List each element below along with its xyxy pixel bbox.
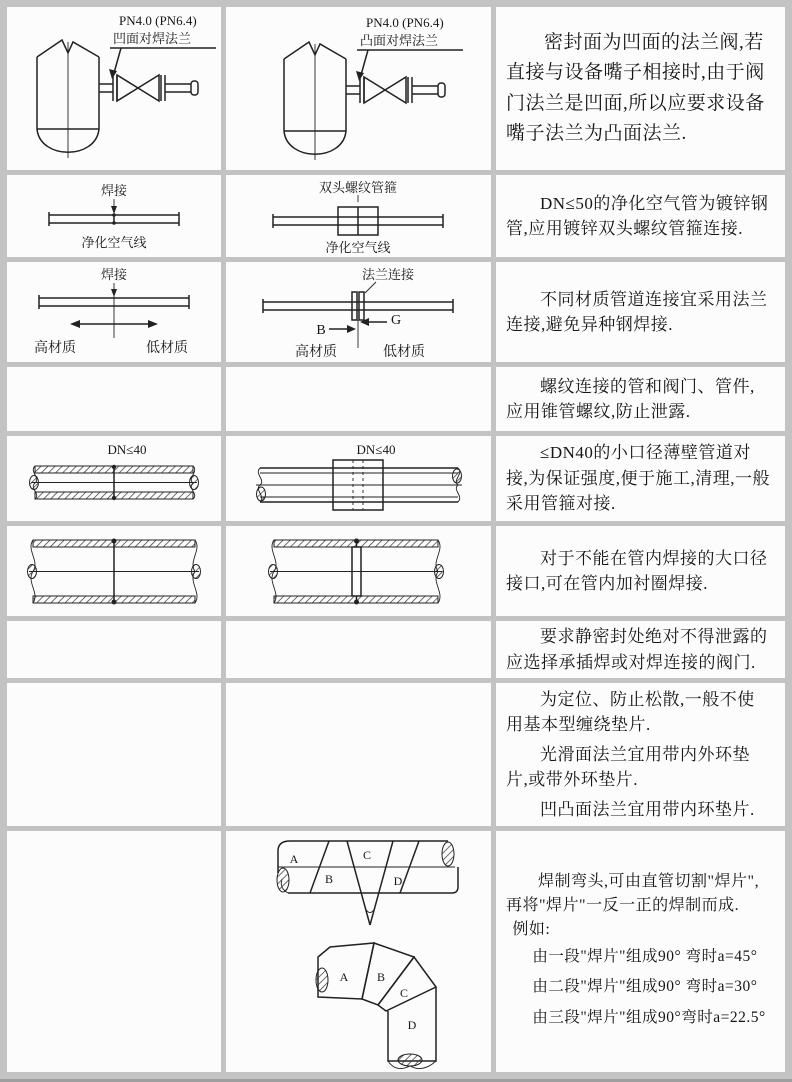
vessel [284,42,346,160]
cell-r9-note [496,831,785,1072]
cell-r3-note [496,262,785,362]
note-text: 不同材质管道连接宜采用法兰连接,避免异种钢焊接. [506,289,768,334]
cell-r9-elbow-segments [226,831,491,1072]
pn-rating-label: PN4.0 (PN6.4) [119,13,197,28]
left-arrow-icon [70,320,80,328]
cell-r2-welded-air-line [7,175,221,257]
dissimilar-material-weld-drawing [7,262,221,362]
small-pipe-butt-joint-drawing [7,436,221,521]
b-dimension-label: B [316,323,326,338]
weld-label: 焊接 [100,183,128,198]
cell-r6-large-pipe-butt [7,526,221,616]
cell-r4-note [496,367,785,431]
cell-r8-note [496,683,785,826]
high-material-label: 高材质 [34,341,76,356]
cell-r3-dissimilar-weld [7,262,221,362]
cell-r7-note [496,621,785,678]
down-arrow-icon [111,289,117,297]
segment-d-label: D [393,873,403,888]
note-text: DN≤50的净化空气管为镀锌钢管,应用镀锌双头螺纹管箍连接. [506,193,769,238]
note-text: 对于不能在管内焊接的大口径接口,可在管内加衬圈焊接. [506,548,768,593]
cell-r6-large-pipe-backing-ring [226,526,491,616]
example-heading: 例如: [512,921,551,939]
note-text: ≤DN40的小口径薄壁管道对接,为保证强度,便于施工,清理,一般采用管箍对接. [506,443,770,514]
low-material-label: 低材质 [146,341,188,356]
cell-r1-note [496,7,785,170]
weld-label: 焊接 [100,267,128,282]
cell-r1-vessel-concave [7,7,221,170]
large-pipe-backing-ring-drawing [226,526,491,616]
vessel [37,40,99,158]
low-material-label: 低材质 [383,345,425,360]
elbow-d-label: D [407,1017,417,1032]
note-text: 螺纹连接的管和阀门、管件,应用锥管螺纹,防止泄露. [506,376,755,421]
vessel-valve-drawing-concave [7,7,221,170]
cell-r9-empty-left [7,831,221,1072]
elbow-b-label: B [376,969,386,984]
example-line: 由三段"焊片"组成90°弯时a=22.5° [532,1008,766,1026]
elbow-c-label: C [399,985,409,1000]
note-text: 光滑面法兰宜用带内外环垫片,或带外环垫片. [506,744,750,790]
segment-a-label: A [289,851,299,866]
threaded-coupling-drawing [226,175,491,257]
note-text: 要求静密封处绝对不得泄露的应选择承插焊或对焊连接的阀门. [506,627,768,672]
air-line-label: 净化空气线 [81,235,147,250]
flange-connection-label: 法兰连接 [361,267,415,282]
cell-r2-threaded-coupling [226,175,491,257]
right-arrow-icon [148,320,158,328]
cell-r2-note [496,175,785,257]
elbow-a-label: A [339,969,349,984]
cell-r3-flange-connection [226,262,491,362]
vessel-valve-drawing-convex [226,7,491,170]
note-text: 密封面为凹面的法兰阀,若直接与设备嘴子相接时,由于阀门法兰是凹面,所以应要求设备嘴子法兰为凸面法兰. [506,31,765,144]
note-text: 凹凸面法兰宜用带内环垫片. [540,799,755,819]
flange-type-label: 凸面对焊法兰 [360,33,439,48]
flange-callout [356,15,463,81]
high-material-label: 高材质 [295,345,337,360]
cell-r7-empty-mid [226,621,491,678]
b-arrow-icon [347,325,356,333]
cell-r4-empty-mid [226,367,491,431]
dn40-label: DN≤40 [356,442,396,457]
example-line: 由二段"焊片"组成90° 弯时a=30° [532,978,758,996]
assembled-elbow-drawing [316,943,436,1069]
cell-r6-note [496,526,785,616]
air-line-label: 净化空气线 [325,240,391,255]
segment-b-label: B [324,871,334,886]
cell-r7-empty-left [7,621,221,678]
cell-r8-empty-left [7,683,221,826]
welded-pipe-drawing [7,175,221,257]
dn40-label: DN≤40 [107,442,147,457]
example-line: 由一段"焊片"组成90° 弯时a=45° [532,948,758,966]
pn-rating-label: PN4.0 (PN6.4) [366,15,444,30]
welded-elbow-segment-drawing [226,831,491,1072]
flange-callout [109,13,216,79]
cell-r1-vessel-convex [226,7,491,170]
large-pipe-butt-weld-drawing [7,526,221,616]
g-dimension-label: G [390,313,402,328]
valve [99,75,198,101]
cell-r5-small-pipe-butt [7,436,221,521]
flange-type-label: 凹面对焊法兰 [113,31,192,46]
valve [346,77,445,103]
small-pipe-coupling-drawing [226,436,491,521]
note-text: 焊制弯头,可由直管切割"焊片",再将"焊片"一反一正的焊制而成. [506,873,760,915]
cut-pipe-drawing [277,841,458,925]
down-arrow-icon [111,206,117,214]
cell-r4-empty-left [7,367,221,431]
flange-connection-drawing [226,262,491,362]
cell-r5-small-pipe-coupling [226,436,491,521]
segment-c-label: C [362,847,372,862]
cell-r8-empty-mid [226,683,491,826]
cell-r5-note [496,436,785,521]
note-text: 为定位、防止松散,一般不使用基本型缠绕垫片. [506,689,755,735]
coupling-label: 双头螺纹管箍 [318,180,398,195]
